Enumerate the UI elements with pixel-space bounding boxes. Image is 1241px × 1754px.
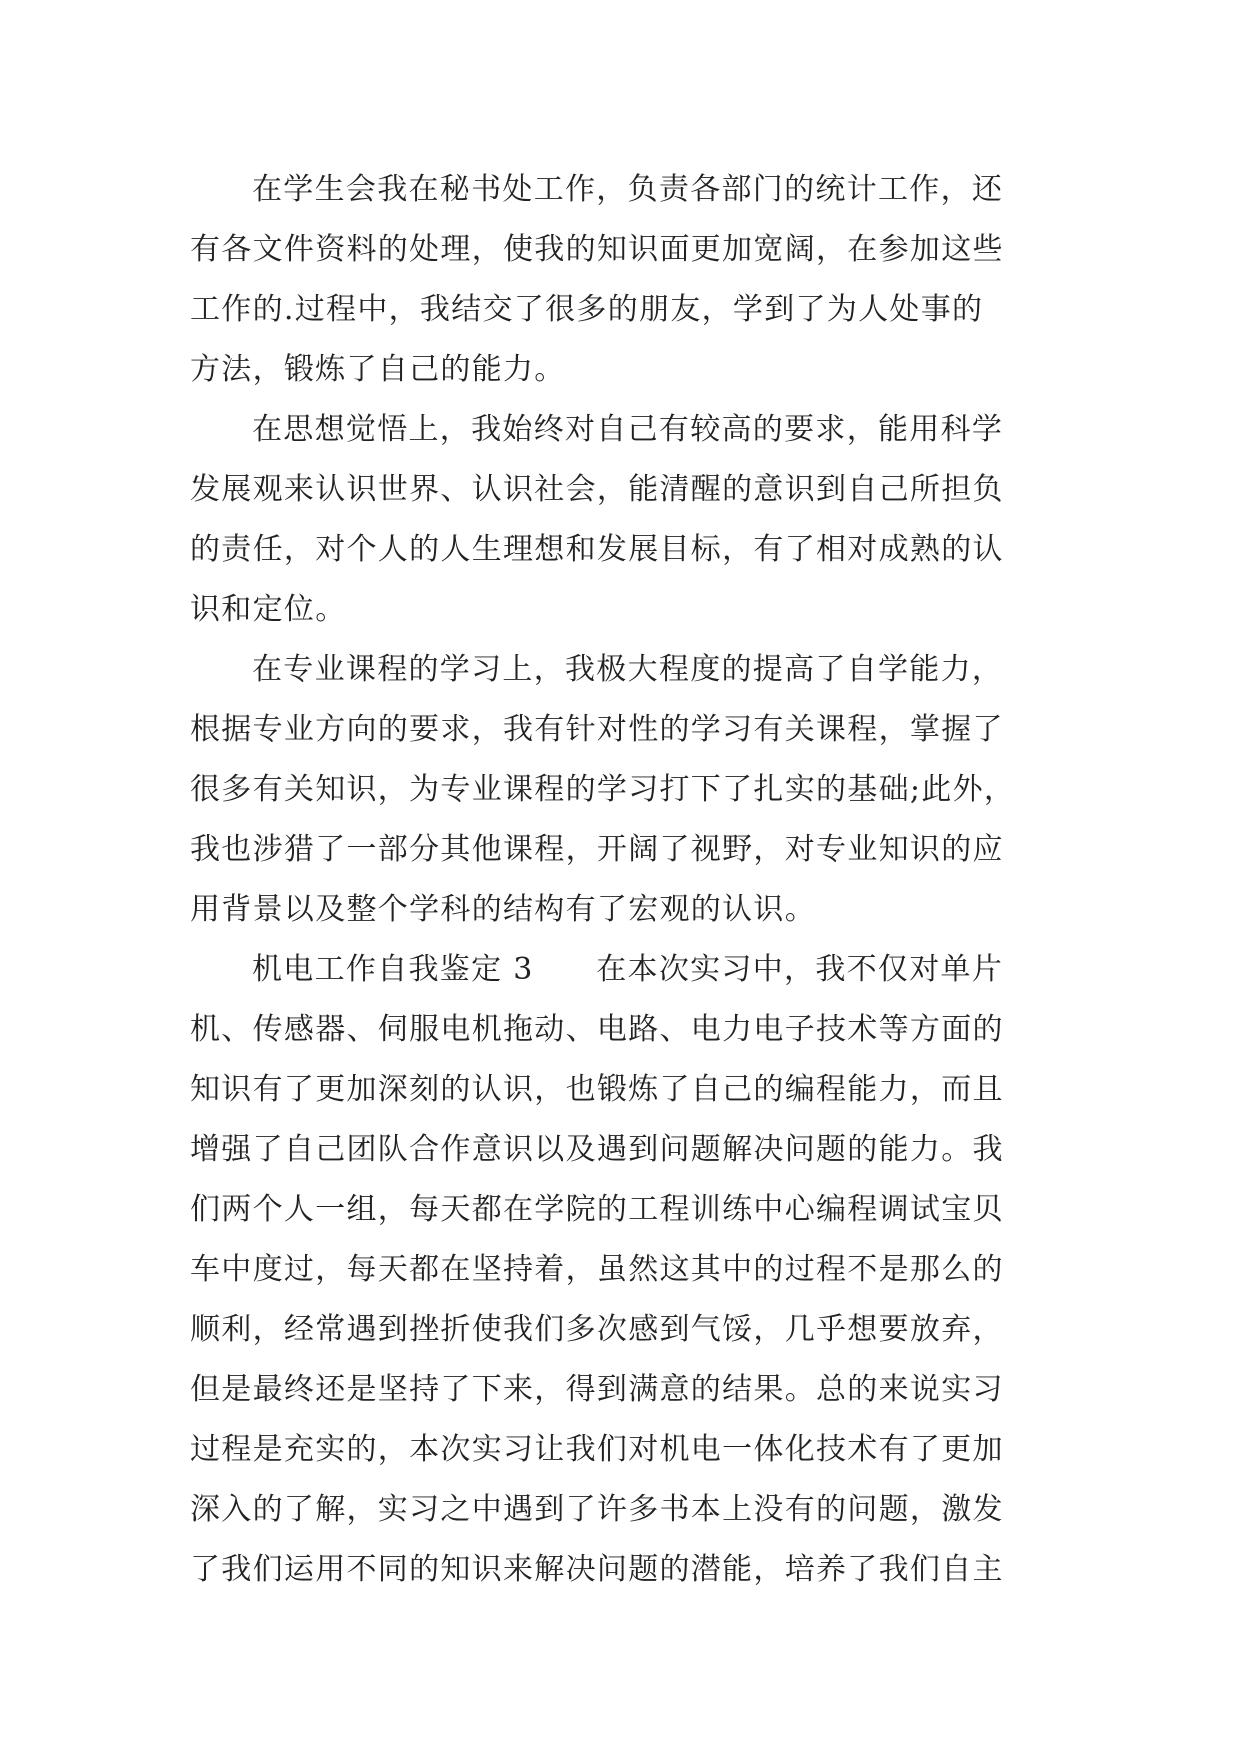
text-line: 的责任，对个人的人生理想和发展目标，有了相对成熟的认 xyxy=(190,532,1004,567)
text-line: 深入的了解，实习之中遇到了许多书本上没有的问题，激发 xyxy=(190,1492,1004,1527)
paragraph-self-assessment-3 xyxy=(190,940,1050,1600)
text-line: 发展观来认识世界、认识社会，能清醒的意识到自己所担负 xyxy=(190,472,1004,507)
text-line: 在学生会我在秘书处工作，负责各部门的统计工作，还 xyxy=(252,172,1004,207)
paragraph-ideology xyxy=(190,400,1050,640)
text-line: 增强了自己团队合作意识以及遇到问题解决问题的能力。我 xyxy=(190,1132,1004,1167)
text-line: 我也涉猎了一部分其他课程，开阔了视野，对专业知识的应 xyxy=(190,832,1004,867)
text-line: 用背景以及整个学科的结构有了宏观的认识。 xyxy=(190,892,816,927)
text-line: 在思想觉悟上，我始终对自己有较高的要求，能用科学 xyxy=(252,412,1004,447)
text-line: 方法，锻炼了自己的能力。 xyxy=(190,352,566,387)
text-line: 根据专业方向的要求，我有针对性的学习有关课程，掌握了 xyxy=(190,712,1004,747)
text-line: 在专业课程的学习上，我极大程度的提高了自学能力， xyxy=(252,652,1004,687)
paragraph-student-union xyxy=(190,160,1050,400)
text-line: 很多有关知识，为专业课程的学习打下了扎实的基础;此外， xyxy=(190,772,1016,807)
text-line: 们两个人一组，每天都在学院的工程训练中心编程调试宝贝 xyxy=(190,1192,1004,1227)
text-line: 但是最终还是坚持了下来，得到满意的结果。总的来说实习 xyxy=(190,1372,1004,1407)
text-line: 车中度过，每天都在坚持着，虽然这其中的过程不是那么的 xyxy=(190,1252,1004,1287)
text-line: 知识有了更加深刻的认识，也锻炼了自己的编程能力，而且 xyxy=(190,1072,1004,1107)
text-line: 机电工作自我鉴定 3 在本次实习中，我不仅对单片 xyxy=(252,952,1004,987)
text-line: 了我们运用不同的知识来解决问题的潜能，培养了我们自主 xyxy=(190,1552,1004,1587)
text-line: 工作的.过程中，我结交了很多的朋友，学到了为人处事的 xyxy=(190,292,984,327)
text-line: 顺利，经常遇到挫折使我们多次感到气馁，几乎想要放弃， xyxy=(190,1312,1004,1347)
document-body xyxy=(190,160,1050,1600)
text-line: 过程是充实的，本次实习让我们对机电一体化技术有了更加 xyxy=(190,1432,1004,1467)
text-line: 机、传感器、伺服电机拖动、电路、电力电子技术等方面的 xyxy=(190,1012,1004,1047)
paragraph-major-courses xyxy=(190,640,1050,940)
text-line: 识和定位。 xyxy=(190,592,347,627)
text-line: 有各文件资料的处理，使我的知识面更加宽阔，在参加这些 xyxy=(190,232,1004,267)
